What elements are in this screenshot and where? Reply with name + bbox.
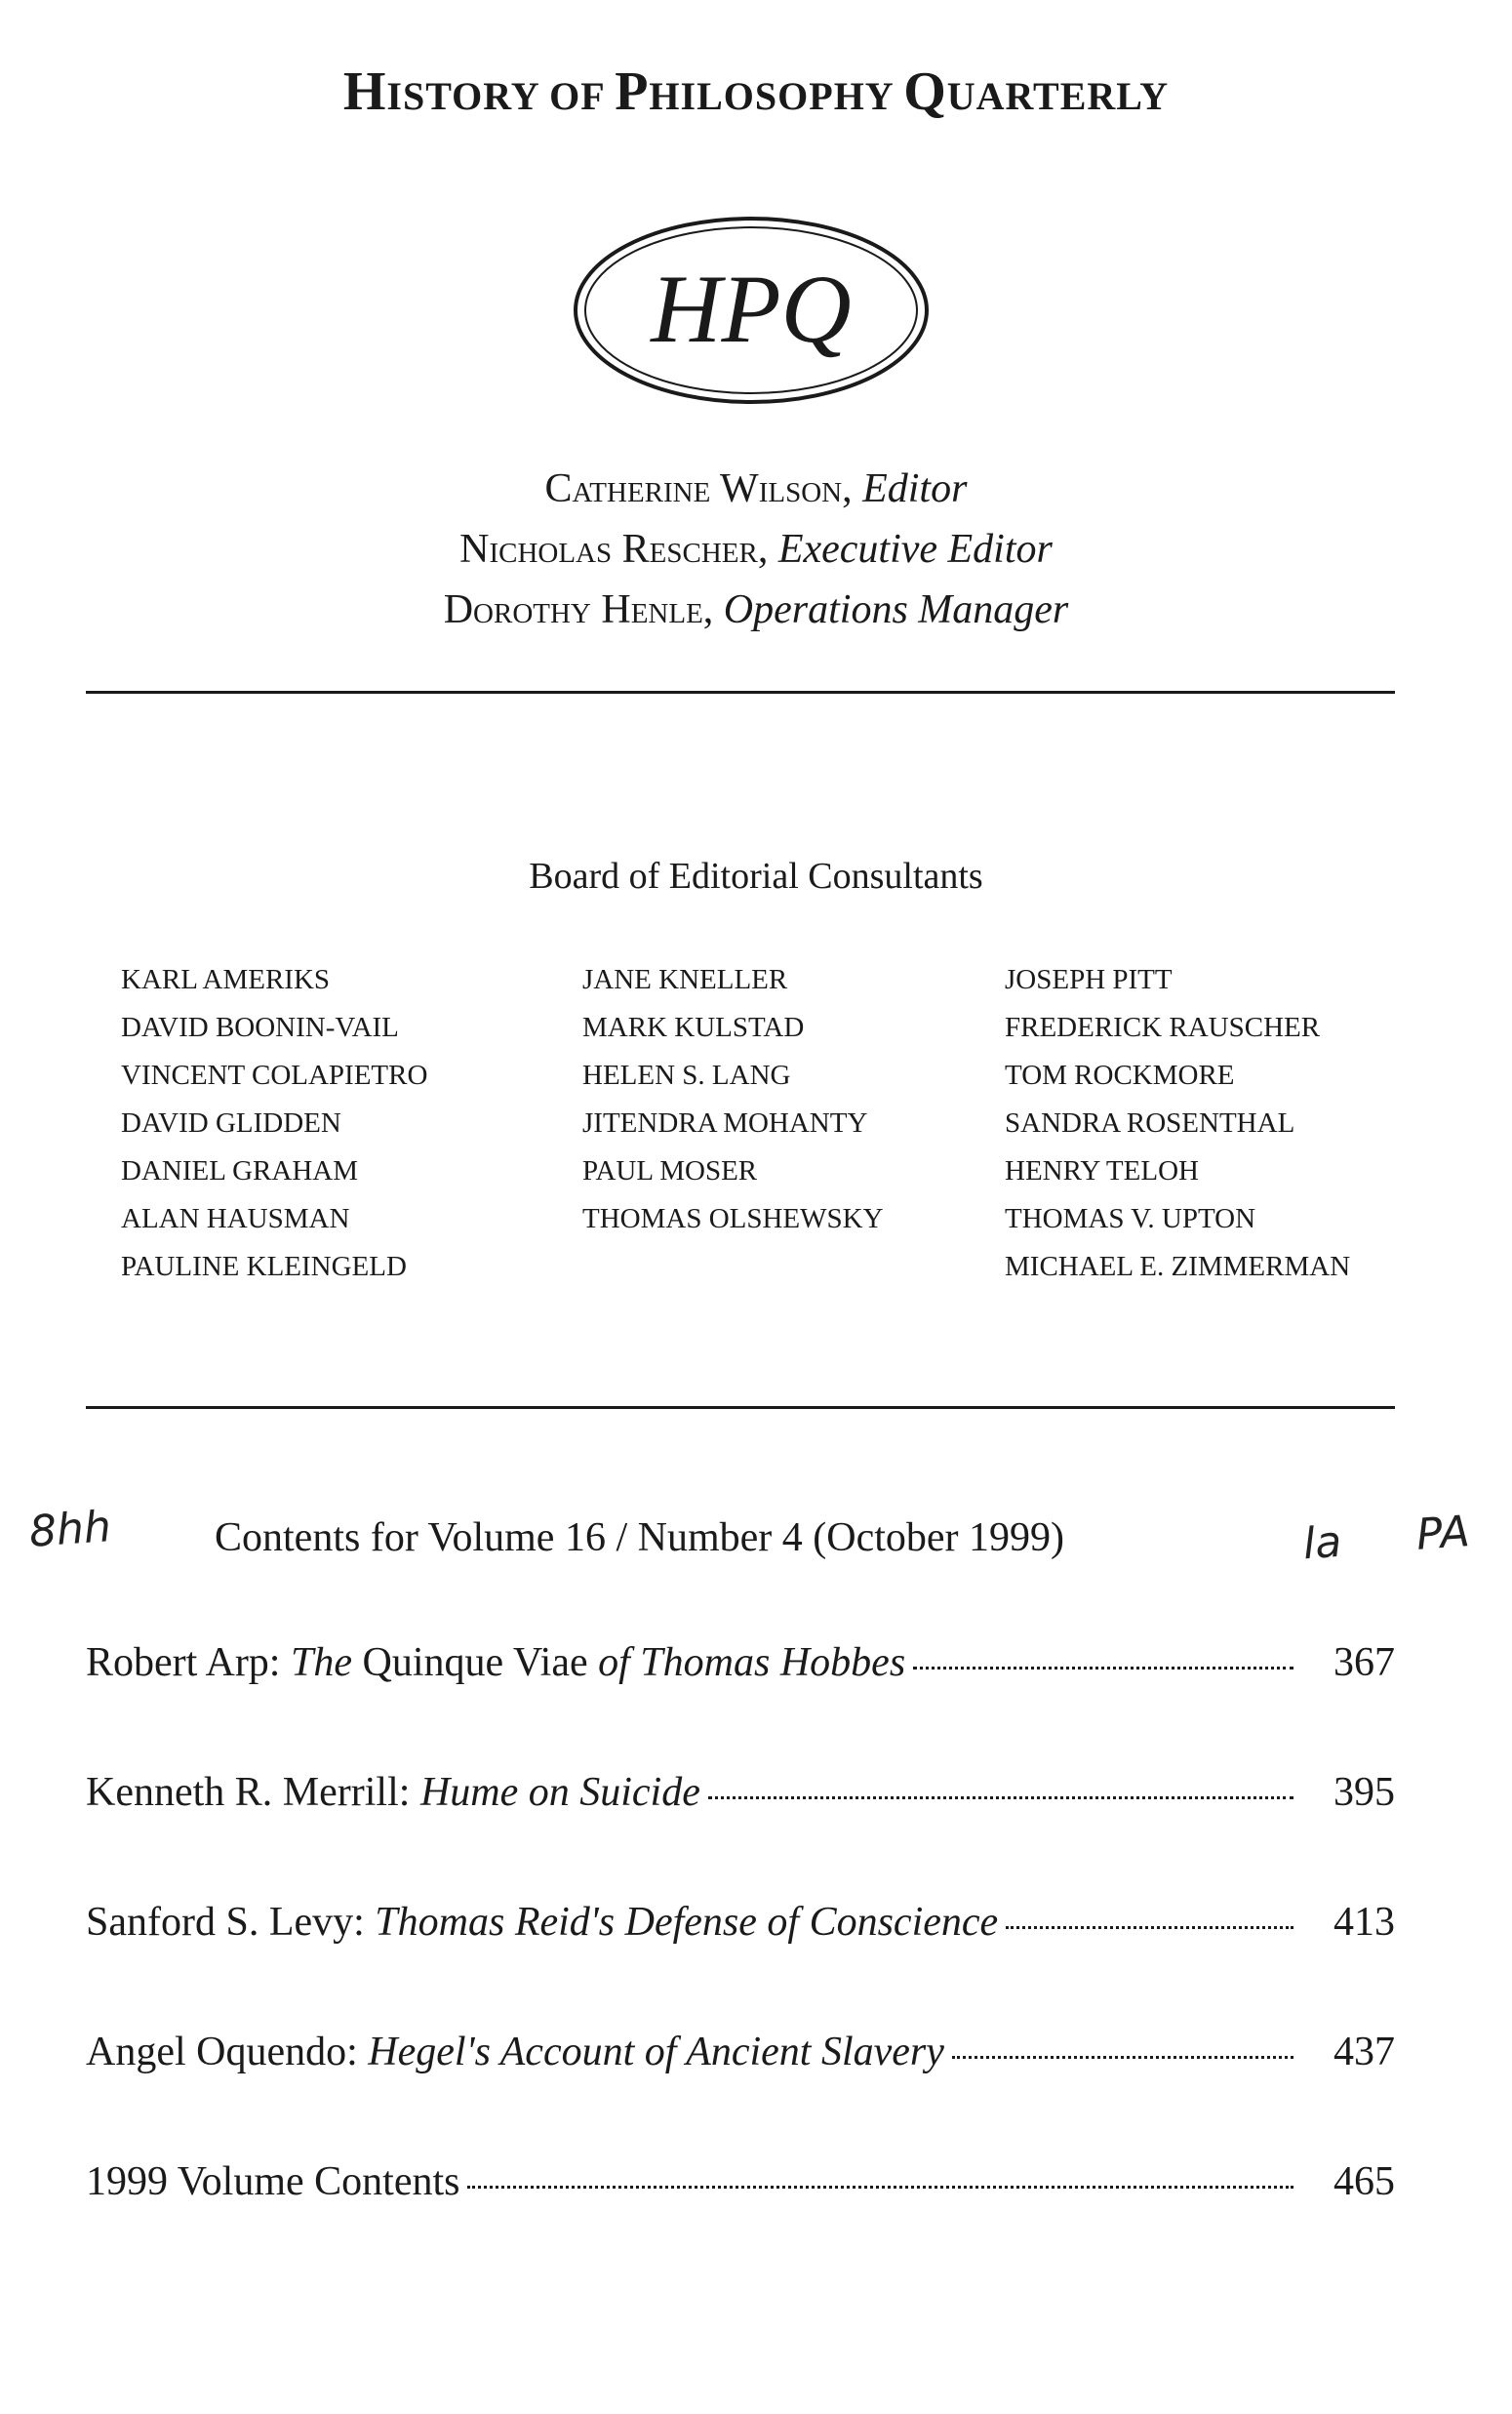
toc-entry[interactable] <box>86 1639 1395 1769</box>
title-word: PHILOSOPHY <box>615 61 894 122</box>
title-word: HISTORY <box>342 61 539 122</box>
toc-author: Sanford S. Levy: <box>86 1900 376 1945</box>
handwritten-annotation: PA <box>1414 1507 1472 1560</box>
toc-page-number: 413 <box>1333 1900 1395 1945</box>
consultant-name: PAUL MOSER <box>582 1155 758 1187</box>
toc-entry-text <box>86 1639 905 1686</box>
toc-entry[interactable] <box>86 1899 1395 2029</box>
consultant-name: KARL AMERIKS <box>121 964 331 995</box>
board-heading: Board of Editorial Consultants <box>529 856 983 897</box>
dot-leader <box>467 2186 1293 2189</box>
consultant-name: MICHAEL E. ZIMMERMAN <box>1005 1251 1351 1282</box>
consultant-name: PAULINE KLEINGELD <box>121 1251 407 1282</box>
consultant-name: THOMAS V. UPTON <box>1005 1203 1256 1234</box>
hpq-logo <box>571 213 932 408</box>
consultant-name: VINCENT COLAPIETRO <box>121 1060 428 1091</box>
title-word: OF <box>549 74 605 118</box>
handwritten-annotation: la <box>1301 1516 1343 1570</box>
staff-line: Nicholas Rescher, Executive Editor <box>459 527 1053 572</box>
consultant-name: JITENDRA MOHANTY <box>582 1107 868 1139</box>
toc-author: Robert Arp: <box>86 1640 291 1685</box>
dot-leader <box>913 1667 1293 1670</box>
handwritten-annotation: 8hh <box>27 1502 113 1557</box>
table-of-contents <box>86 1639 1395 2288</box>
toc-author: Angel Oquendo: <box>86 2030 369 2074</box>
toc-entry-text <box>86 1769 700 1816</box>
toc-title-part: Thomas Reid's Defense of Conscience <box>375 1900 999 1945</box>
toc-page-number: 465 <box>1333 2159 1395 2204</box>
consultant-name: FREDERICK RAUSCHER <box>1005 1012 1321 1043</box>
toc-title-part: Hume on Suicide <box>419 1770 700 1815</box>
toc-title-part: of Thomas Hobbes <box>587 1640 906 1685</box>
toc-page-number: 437 <box>1333 2030 1395 2074</box>
title-word: QUARTERLY <box>903 61 1170 122</box>
dot-leader <box>708 1796 1293 1799</box>
consultant-name: TOM ROCKMORE <box>1005 1060 1235 1091</box>
consultant-name: ALAN HAUSMAN <box>121 1203 350 1234</box>
divider-rule <box>86 691 1395 694</box>
dot-leader <box>952 2056 1293 2059</box>
consultant-name: DANIEL GRAHAM <box>121 1155 358 1187</box>
toc-entry[interactable] <box>86 1769 1395 1899</box>
consultant-name: JOSEPH PITT <box>1005 964 1173 995</box>
dot-leader <box>1006 1926 1293 1929</box>
consultant-name: THOMAS OLSHEWSKY <box>582 1203 884 1234</box>
consultant-name: MARK KULSTAD <box>582 1012 805 1043</box>
consultant-name: JANE KNELLER <box>582 964 788 995</box>
toc-entry[interactable] <box>86 2158 1395 2288</box>
toc-title-part: 1999 Volume Contents <box>86 2159 460 2204</box>
toc-entry-text <box>86 1899 998 1946</box>
toc-author: Kenneth R. Merrill: <box>86 1770 420 1815</box>
toc-title-part: Quinque Viae <box>362 1640 588 1685</box>
board-column-2 <box>582 956 884 1243</box>
journal-title <box>0 60 1512 123</box>
consultant-name: HENRY TELOH <box>1005 1155 1199 1187</box>
toc-page-number: 367 <box>1333 1640 1395 1685</box>
toc-entry-text <box>86 2029 944 2075</box>
staff-line: Dorothy Henle, Operations Manager <box>443 587 1069 632</box>
editorial-staff <box>0 459 1512 640</box>
contents-heading: Contents for Volume 16 / Number 4 (October 1999) <box>215 1515 1064 1560</box>
toc-entry[interactable] <box>86 2029 1395 2158</box>
board-column-1 <box>121 956 427 1291</box>
consultant-name: SANDRA ROSENTHAL <box>1005 1107 1295 1139</box>
board-column-3 <box>1005 956 1350 1291</box>
consultant-name: HELEN S. LANG <box>582 1060 791 1091</box>
toc-page-number: 395 <box>1333 1770 1395 1815</box>
consultant-name: DAVID BOONIN-VAIL <box>121 1012 399 1043</box>
divider-rule <box>86 1406 1395 1409</box>
toc-title-part: Hegel's Account of Ancient Slavery <box>368 2030 944 2074</box>
consultant-name: DAVID GLIDDEN <box>121 1107 341 1139</box>
staff-line: Catherine Wilson, Editor <box>544 466 968 511</box>
logo-text: HPQ <box>651 255 852 363</box>
toc-entry-text <box>86 2158 459 2205</box>
toc-title-part: The <box>290 1640 363 1685</box>
